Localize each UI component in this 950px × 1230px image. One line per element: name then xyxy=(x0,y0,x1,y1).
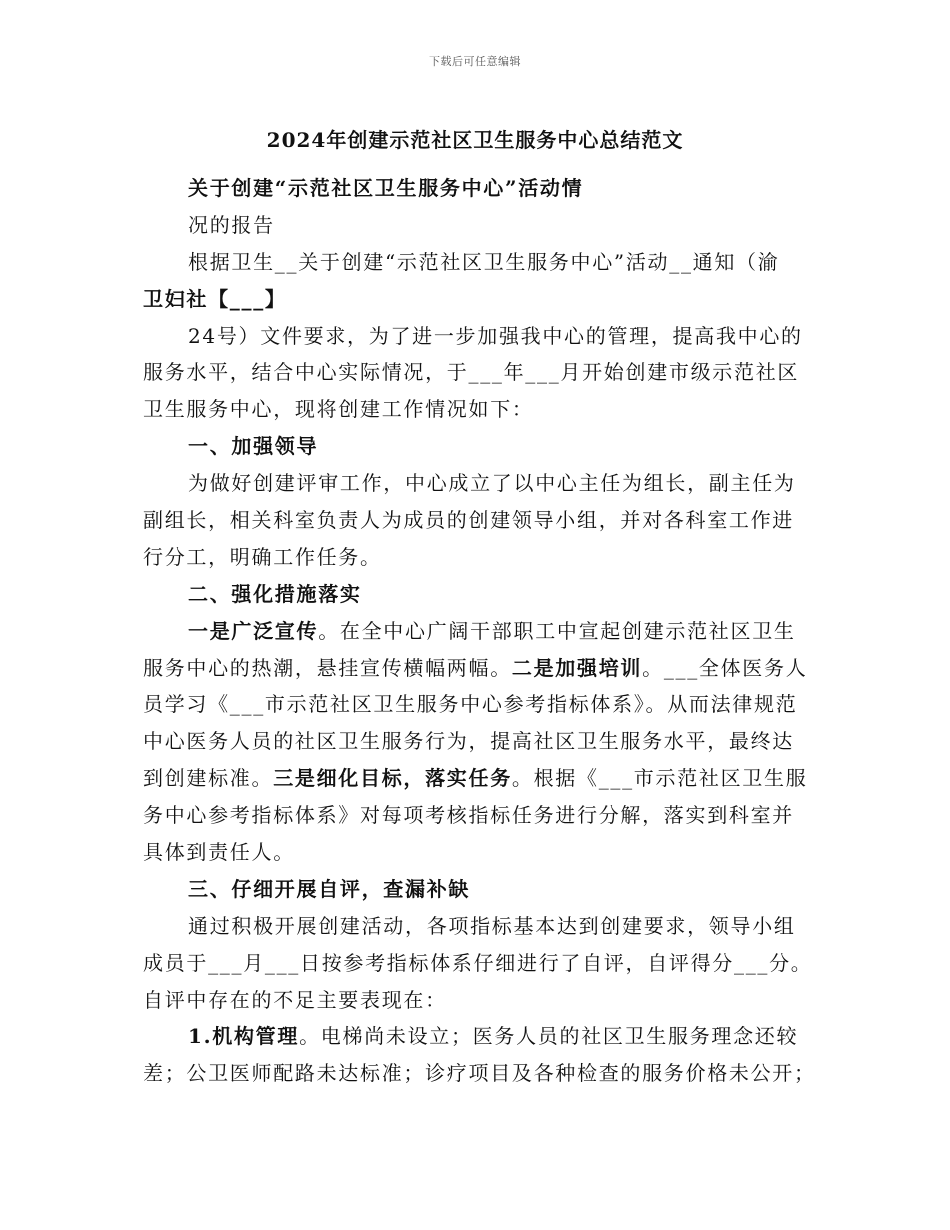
paragraph-line: 行分工，明确工作任务。 xyxy=(143,544,382,569)
paragraph-line: 副组长，相关科室负责人为成员的创建领导小组，并对各科室工作进 xyxy=(143,508,794,533)
text-run: 。根据《___市示范社区卫生服 xyxy=(511,766,808,791)
paragraph-line: 为做好创建评审工作，中心成立了以中心主任为组长，副主任为 xyxy=(188,471,796,496)
report-heading-line-1: 关于创建“示范社区卫生服务中心”活动情 xyxy=(188,176,584,200)
paragraph-line: 具体到责任人。 xyxy=(143,840,295,865)
bold-phrase: 三是细化目标，落实任务 xyxy=(273,766,512,791)
text-run: ___全体医务人 xyxy=(663,655,808,680)
report-heading-line-2: 况的报告 xyxy=(188,212,275,237)
paragraph-line: 中心医务人员的社区卫生服务行为，提高社区卫生服务水平，最终达 xyxy=(143,729,794,754)
text-run: 。在全中心广阔干部职工中宣起创建示范社区卫生 xyxy=(318,618,796,643)
paragraph-line: 员学习《___市示范社区卫生服务中心参考指标体系》。从而法律规范 xyxy=(143,692,798,717)
paragraph-line: 自评中存在的不足主要表现在： xyxy=(143,987,447,1012)
paragraph-line: 差；公卫医师配路未达标准；诊疗项目及各种检查的服务价格未公开； xyxy=(143,1061,816,1086)
paragraph-line: 务中心参考指标体系》对每项考核指标任务进行分解，落实到科室并 xyxy=(143,803,794,828)
text-run: 。 xyxy=(642,655,664,680)
text-run: 服务中心的热潮，悬挂宣传横幅两幅。 xyxy=(143,655,512,680)
header-note: 下载后可任意编辑 xyxy=(429,55,521,68)
bold-phrase: 一是广泛宣传 xyxy=(188,618,319,643)
section-heading-2: 二、强化措施落实 xyxy=(188,581,362,606)
paragraph-line: 通过积极开展创建活动，各项指标基本达到创建要求，领导小组 xyxy=(188,913,796,938)
paragraph-line: 根据卫生__关于创建“示范社区卫生服务中心”活动__通知（渝 xyxy=(188,249,780,274)
section-heading-1: 一、加强领导 xyxy=(188,434,319,459)
paragraph-line xyxy=(143,760,818,797)
paragraph-line: 服务水平，结合中心实际情况，于___年___月开始创建市级示范社区 xyxy=(143,360,800,385)
paragraph-line: 卫生服务中心，现将创建工作情况如下： xyxy=(143,397,534,422)
text-run: 。电梯尚未设立；医务人员的社区卫生服务理念还较 xyxy=(299,1024,799,1049)
paragraph-line xyxy=(143,1018,818,1055)
section-heading-3: 三、仔细开展自评，查漏补缺 xyxy=(188,876,471,901)
bold-phrase: 1.机构管理 xyxy=(188,1024,300,1049)
paragraph-line xyxy=(143,613,818,650)
paragraph-line: 卫妇社【___】 xyxy=(143,286,287,311)
text-run: 到创建标准。 xyxy=(143,766,274,791)
bold-phrase: 二是加强培训 xyxy=(511,655,643,680)
paragraph-line: 24号）文件要求，为了进一步加强我中心的管理，提高我中心的 xyxy=(188,323,803,348)
paragraph-line: 成员于___月___日按参考指标体系仔细进行了自评，自评得分___分。 xyxy=(143,950,813,975)
document-body xyxy=(143,170,818,1092)
document-title: 2024年创建示范社区卫生服务中心总结范文 xyxy=(266,128,684,152)
paragraph-line xyxy=(143,650,818,687)
